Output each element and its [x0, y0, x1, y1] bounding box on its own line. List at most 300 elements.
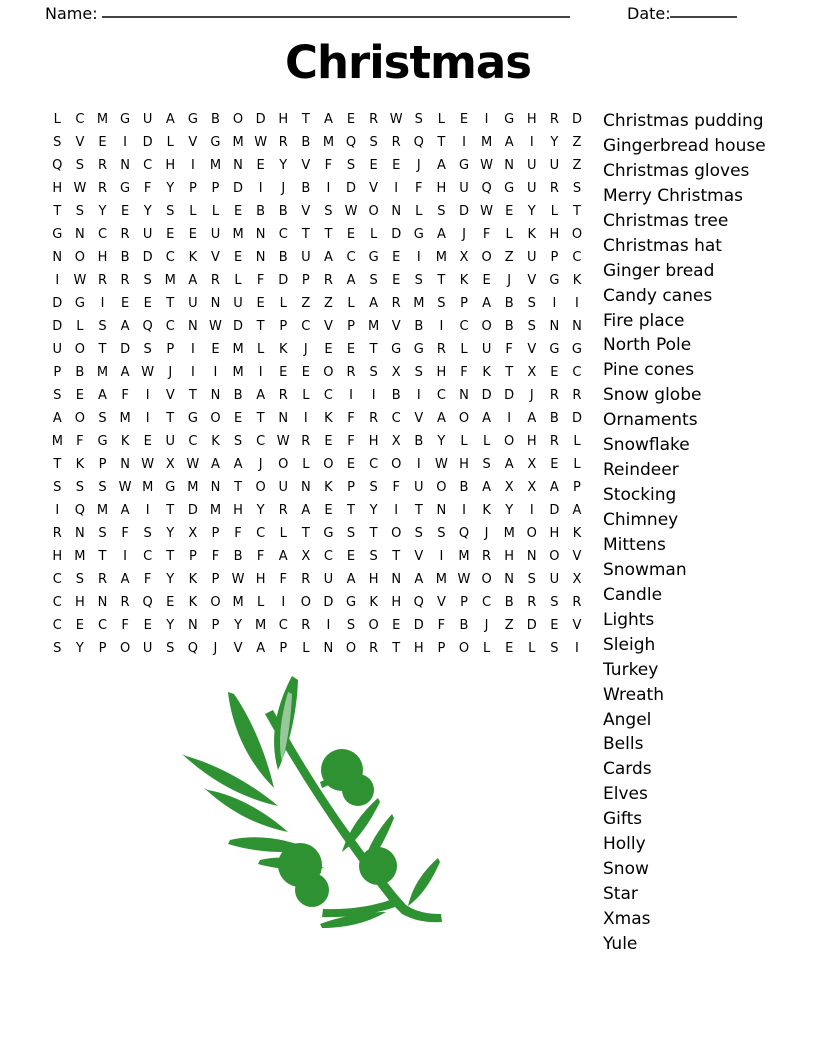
- grid-letter: G: [120, 181, 131, 196]
- grid-letter: S: [143, 342, 152, 357]
- grid-letter: E: [392, 158, 401, 173]
- grid-letter: D: [142, 135, 153, 150]
- grid-letter: V: [414, 549, 424, 564]
- grid-letter: B: [414, 434, 424, 449]
- grid-letter: R: [120, 227, 130, 242]
- grid-letter: N: [187, 319, 198, 334]
- grid-letter: C: [143, 549, 153, 564]
- grid-letter: E: [346, 227, 356, 242]
- grid-letter: M: [458, 549, 470, 564]
- grid-letter: C: [346, 250, 356, 265]
- word-list-item: Chimney: [603, 510, 679, 530]
- grid-letter: T: [347, 503, 355, 518]
- grid-letter: U: [188, 296, 198, 311]
- grid-letter: L: [166, 135, 174, 150]
- word-list-item: Gifts: [603, 809, 643, 830]
- grid-letter: P: [460, 595, 468, 610]
- grid-letter: M: [480, 135, 493, 150]
- grid-letter: T: [98, 342, 107, 357]
- grid-letter: N: [391, 572, 402, 587]
- word-list-item: Snowflake: [603, 435, 690, 456]
- grid-letter: S: [482, 457, 491, 472]
- grid-letter: T: [437, 135, 446, 150]
- grid-letter: S: [75, 572, 85, 587]
- grid-letter: B: [233, 549, 243, 564]
- word-list-item: Bells: [603, 734, 644, 755]
- grid-letter: J: [484, 618, 489, 633]
- grid-letter: E: [324, 434, 333, 449]
- grid-letter: J: [258, 457, 263, 472]
- grid-letter: O: [481, 319, 492, 334]
- grid-letter: V: [527, 342, 537, 357]
- grid-letter: O: [210, 411, 221, 426]
- grid-letter: F: [143, 181, 152, 196]
- grid-letter: F: [211, 549, 220, 564]
- grid-letter: U: [527, 250, 537, 265]
- grid-letter: J: [507, 273, 512, 288]
- grid-letter: I: [484, 112, 489, 127]
- grid-letter: O: [345, 641, 357, 656]
- grid-letter: E: [233, 250, 243, 265]
- grid-letter: R: [278, 503, 288, 518]
- grid-letter: B: [120, 250, 130, 265]
- grid-letter: W: [186, 457, 200, 472]
- grid-letter: B: [75, 365, 85, 380]
- grid-letter: A: [278, 549, 288, 564]
- grid-letter: O: [368, 618, 379, 633]
- grid-letter: Q: [74, 503, 85, 518]
- grid-letter: I: [190, 365, 195, 380]
- word-list-item: Holly: [603, 834, 646, 855]
- grid-letter: W: [389, 112, 403, 127]
- grid-letter: T: [53, 457, 62, 472]
- grid-letter: M: [232, 227, 244, 242]
- grid-letter: H: [413, 641, 424, 656]
- grid-letter: S: [53, 480, 62, 495]
- grid-letter: L: [76, 319, 84, 334]
- grid-letter: X: [459, 250, 469, 265]
- grid-letter: O: [323, 365, 334, 380]
- grid-letter: C: [391, 411, 401, 426]
- word-list-item: Wreath: [603, 684, 664, 705]
- grid-letter: M: [51, 434, 63, 449]
- grid-letter: S: [53, 135, 62, 150]
- grid-letter: H: [233, 503, 243, 518]
- grid-letter: T: [324, 227, 333, 242]
- grid-letter: R: [369, 411, 379, 426]
- grid-letter: E: [392, 273, 401, 288]
- grid-letter: P: [573, 480, 581, 495]
- grid-letter: A: [323, 112, 333, 127]
- grid-letter: V: [211, 250, 220, 265]
- grid-letter: Q: [187, 641, 198, 656]
- grid-letter: C: [256, 434, 266, 449]
- grid-letter: M: [255, 618, 267, 633]
- grid-letter: Y: [369, 503, 378, 518]
- grid-letter: B: [459, 618, 469, 633]
- grid-letter: O: [481, 250, 492, 265]
- grid-letter: G: [52, 227, 63, 242]
- grid-letter: D: [233, 319, 244, 334]
- name-write-in-line: [102, 0, 570, 18]
- grid-letter: F: [143, 572, 152, 587]
- grid-letter: R: [391, 296, 401, 311]
- grid-letter: H: [165, 158, 176, 173]
- grid-letter: F: [76, 434, 84, 449]
- grid-letter: R: [52, 526, 62, 541]
- grid-letter: F: [347, 411, 355, 426]
- grid-letter: L: [573, 434, 581, 449]
- grid-letter: W: [457, 572, 471, 587]
- grid-letter: N: [210, 296, 221, 311]
- grid-letter: U: [52, 342, 63, 357]
- grid-letter: L: [234, 273, 242, 288]
- grid-letter: E: [188, 227, 197, 242]
- grid-letter: S: [166, 641, 175, 656]
- grid-letter: N: [572, 319, 582, 334]
- grid-letter: B: [278, 250, 288, 265]
- grid-letter: N: [75, 526, 85, 541]
- grid-letter: T: [572, 204, 581, 219]
- grid-letter: R: [572, 388, 582, 403]
- word-list-item: Yule: [603, 933, 638, 954]
- grid-letter: S: [75, 204, 85, 219]
- grid-letter: N: [255, 227, 266, 242]
- word-list-item: North Pole: [603, 335, 692, 356]
- grid-letter: S: [369, 365, 378, 380]
- grid-letter: M: [119, 411, 131, 426]
- grid-letter: N: [255, 250, 266, 265]
- grid-letter: Y: [279, 158, 288, 173]
- grid-letter: P: [211, 181, 220, 196]
- grid-letter: H: [278, 112, 289, 127]
- grid-letter: T: [369, 342, 378, 357]
- grid-letter: S: [53, 388, 62, 403]
- grid-letter: R: [527, 595, 537, 610]
- grid-letter: P: [211, 618, 220, 633]
- grid-letter: W: [254, 135, 268, 150]
- grid-letter: G: [504, 112, 515, 127]
- grid-letter: F: [437, 618, 446, 633]
- grid-letter: X: [527, 365, 537, 380]
- grid-letter: T: [53, 204, 62, 219]
- grid-letter: P: [98, 457, 107, 472]
- grid-letter: I: [439, 319, 444, 334]
- grid-letter: A: [233, 457, 243, 472]
- grid-letter: W: [209, 319, 222, 334]
- grid-letter: M: [503, 526, 515, 541]
- name-label: Name:: [45, 4, 98, 23]
- grid-letter: J: [303, 342, 308, 357]
- grid-letter: B: [549, 411, 559, 426]
- grid-letter: S: [414, 365, 423, 380]
- grid-letter: F: [460, 365, 468, 380]
- grid-letter: T: [437, 273, 446, 288]
- grid-letter: G: [323, 526, 334, 541]
- word-list-item: Gingerbread house: [603, 135, 766, 156]
- grid-letter: E: [143, 618, 152, 633]
- grid-letter: P: [279, 319, 288, 334]
- grid-letter: N: [526, 549, 537, 564]
- grid-letter: R: [549, 181, 559, 196]
- grid-letter: E: [143, 296, 152, 311]
- grid-letter: P: [98, 641, 107, 656]
- grid-letter: N: [97, 595, 108, 610]
- grid-letter: E: [505, 641, 514, 656]
- grid-letter: A: [211, 457, 220, 472]
- grid-letter: E: [550, 618, 559, 633]
- grid-letter: O: [549, 549, 560, 564]
- grid-letter: X: [391, 365, 401, 380]
- grid-letter: P: [211, 572, 220, 587]
- grid-letter: C: [52, 572, 62, 587]
- grid-letter: O: [323, 457, 334, 472]
- grid-letter: Y: [166, 618, 175, 633]
- grid-letter: E: [459, 112, 469, 127]
- grid-letter: O: [504, 434, 515, 449]
- grid-letter: D: [142, 250, 153, 265]
- word-list-item: Snow: [603, 859, 649, 880]
- grid-letter: Q: [481, 181, 492, 196]
- grid-letter: K: [211, 434, 220, 449]
- grid-letter: L: [550, 204, 558, 219]
- grid-letter: F: [256, 549, 265, 564]
- grid-letter: E: [346, 112, 356, 127]
- grid-letter: U: [549, 158, 560, 173]
- grid-letter: L: [528, 641, 536, 656]
- grid-letter: H: [97, 250, 108, 265]
- grid-letter: H: [368, 434, 379, 449]
- grid-letter: D: [413, 618, 424, 633]
- grid-letter: B: [459, 480, 469, 495]
- grid-letter: C: [165, 250, 175, 265]
- word-list-item: Christmas tree: [603, 210, 729, 231]
- grid-letter: S: [414, 112, 423, 127]
- grid-letter: A: [52, 411, 62, 426]
- grid-letter: E: [233, 411, 243, 426]
- grid-letter: Q: [413, 135, 424, 150]
- grid-letter: T: [301, 526, 310, 541]
- grid-letter: G: [504, 181, 515, 196]
- grid-letter: I: [123, 135, 127, 150]
- grid-letter: I: [416, 250, 421, 265]
- grid-letter: K: [324, 480, 333, 495]
- grid-letter: C: [256, 526, 266, 541]
- grid-letter: L: [460, 342, 468, 357]
- grid-letter: T: [166, 411, 175, 426]
- grid-letter: S: [143, 273, 152, 288]
- grid-letter: R: [301, 434, 311, 449]
- grid-letter: I: [55, 503, 60, 518]
- grid-letter: H: [436, 181, 447, 196]
- grid-letter: E: [346, 549, 356, 564]
- grid-letter: G: [413, 227, 424, 242]
- grid-letter: F: [482, 227, 491, 242]
- grid-letter: K: [572, 273, 582, 288]
- grid-letter: E: [369, 158, 378, 173]
- grid-letter: A: [414, 572, 424, 587]
- grid-letter: A: [436, 158, 446, 173]
- grid-letter: D: [391, 227, 402, 242]
- grid-letter: K: [527, 227, 537, 242]
- grid-letter: K: [188, 572, 198, 587]
- grid-letter: T: [369, 526, 378, 541]
- grid-letter: S: [437, 296, 446, 311]
- grid-letter: G: [549, 342, 560, 357]
- grid-letter: T: [166, 549, 175, 564]
- grid-letter: V: [436, 595, 446, 610]
- grid-letter: F: [121, 526, 129, 541]
- grid-letter: B: [301, 181, 311, 196]
- grid-letter: D: [458, 204, 469, 219]
- grid-letter: S: [346, 618, 356, 633]
- grid-letter: O: [119, 641, 131, 656]
- grid-letter: N: [300, 480, 311, 495]
- word-list-item: Reindeer: [603, 460, 679, 481]
- grid-letter: C: [572, 365, 582, 380]
- grid-letter: A: [369, 296, 379, 311]
- grid-letter: M: [96, 365, 109, 380]
- grid-letter: E: [75, 388, 84, 403]
- grid-letter: W: [434, 457, 448, 472]
- grid-letter: L: [302, 388, 310, 403]
- grid-letter: N: [549, 319, 560, 334]
- grid-letter: F: [256, 273, 265, 288]
- grid-letter: O: [74, 250, 85, 265]
- grid-letter: I: [213, 365, 218, 380]
- grid-letter: H: [549, 227, 560, 242]
- grid-letter: I: [145, 411, 150, 426]
- grid-letter: L: [189, 204, 197, 219]
- grid-letter: S: [98, 526, 107, 541]
- grid-letter: Y: [166, 526, 175, 541]
- grid-letter: L: [460, 434, 468, 449]
- grid-letter: G: [187, 112, 198, 127]
- grid-letter: K: [120, 434, 130, 449]
- grid-letter: V: [75, 135, 85, 150]
- grid-letter: Y: [256, 503, 265, 518]
- grid-letter: C: [278, 227, 288, 242]
- grid-letter: R: [210, 273, 220, 288]
- grid-letter: L: [211, 204, 220, 219]
- grid-letter: I: [326, 618, 331, 633]
- grid-letter: S: [369, 549, 378, 564]
- grid-letter: B: [414, 319, 424, 334]
- grid-letter: R: [346, 365, 356, 380]
- grid-letter: I: [145, 388, 150, 403]
- grid-letter: G: [210, 135, 221, 150]
- grid-letter: S: [369, 135, 378, 150]
- grid-letter: L: [415, 204, 423, 219]
- grid-letter: L: [505, 227, 513, 242]
- grid-letter: M: [232, 342, 244, 357]
- grid-letter: Y: [437, 434, 446, 449]
- grid-letter: A: [549, 480, 559, 495]
- word-list-item: Christmas gloves: [603, 160, 750, 181]
- grid-letter: K: [482, 503, 491, 518]
- word-search-grid: [46, 108, 588, 660]
- grid-letter: O: [481, 572, 492, 587]
- grid-letter: L: [437, 112, 446, 127]
- word-list-item: Snowman: [603, 559, 687, 580]
- grid-letter: X: [165, 457, 175, 472]
- grid-letter: I: [439, 549, 444, 564]
- grid-letter: C: [369, 457, 379, 472]
- grid-letter: G: [74, 296, 85, 311]
- grid-letter: D: [346, 181, 357, 196]
- grid-letter: M: [209, 158, 222, 173]
- grid-letter: Z: [301, 296, 311, 311]
- grid-letter: S: [233, 434, 243, 449]
- grid-letter: R: [369, 641, 379, 656]
- grid-letter: P: [437, 641, 446, 656]
- grid-letter: Q: [52, 158, 63, 173]
- grid-letter: J: [168, 365, 173, 380]
- grid-letter: Y: [234, 618, 243, 633]
- grid-letter: G: [165, 480, 176, 495]
- grid-letter: S: [346, 158, 356, 173]
- grid-letter: K: [369, 595, 378, 610]
- grid-letter: E: [324, 503, 333, 518]
- grid-letter: A: [482, 296, 492, 311]
- grid-letter: V: [527, 273, 537, 288]
- grid-letter: G: [368, 250, 379, 265]
- grid-letter: X: [301, 549, 311, 564]
- grid-letter: S: [414, 526, 423, 541]
- grid-letter: P: [347, 480, 355, 495]
- grid-letter: M: [74, 549, 86, 564]
- grid-letter: B: [391, 388, 401, 403]
- grid-letter: R: [301, 572, 311, 587]
- word-list-item: Star: [603, 884, 638, 905]
- grid-letter: R: [120, 273, 130, 288]
- grid-letter: B: [504, 595, 514, 610]
- grid-letter: V: [414, 411, 424, 426]
- grid-letter: R: [369, 112, 379, 127]
- grid-letter: A: [120, 365, 130, 380]
- grid-letter: W: [344, 204, 358, 219]
- grid-letter: B: [504, 296, 514, 311]
- grid-letter: D: [52, 296, 63, 311]
- grid-letter: C: [278, 618, 288, 633]
- grid-letter: U: [210, 227, 221, 242]
- grid-letter: E: [256, 296, 265, 311]
- grid-letter: Y: [550, 135, 559, 150]
- grid-letter: H: [75, 595, 85, 610]
- grid-letter: K: [324, 411, 333, 426]
- grid-letter: I: [394, 181, 399, 196]
- grid-letter: N: [120, 158, 130, 173]
- grid-letter: G: [97, 434, 108, 449]
- grid-letter: Y: [527, 204, 536, 219]
- grid-letter: C: [572, 250, 582, 265]
- grid-letter: S: [550, 595, 559, 610]
- grid-letter: L: [279, 296, 287, 311]
- grid-letter: R: [97, 158, 107, 173]
- grid-letter: D: [504, 388, 515, 403]
- grid-letter: L: [302, 457, 310, 472]
- grid-letter: U: [459, 181, 469, 196]
- word-list-item: Xmas: [603, 909, 651, 929]
- grid-letter: M: [187, 480, 199, 495]
- grid-letter: E: [120, 296, 130, 311]
- grid-letter: E: [211, 342, 220, 357]
- grid-letter: X: [572, 572, 582, 587]
- grid-letter: J: [416, 158, 421, 173]
- grid-letter: M: [96, 503, 109, 518]
- grid-letter: W: [141, 365, 155, 380]
- word-list-item: Sleigh: [603, 634, 656, 655]
